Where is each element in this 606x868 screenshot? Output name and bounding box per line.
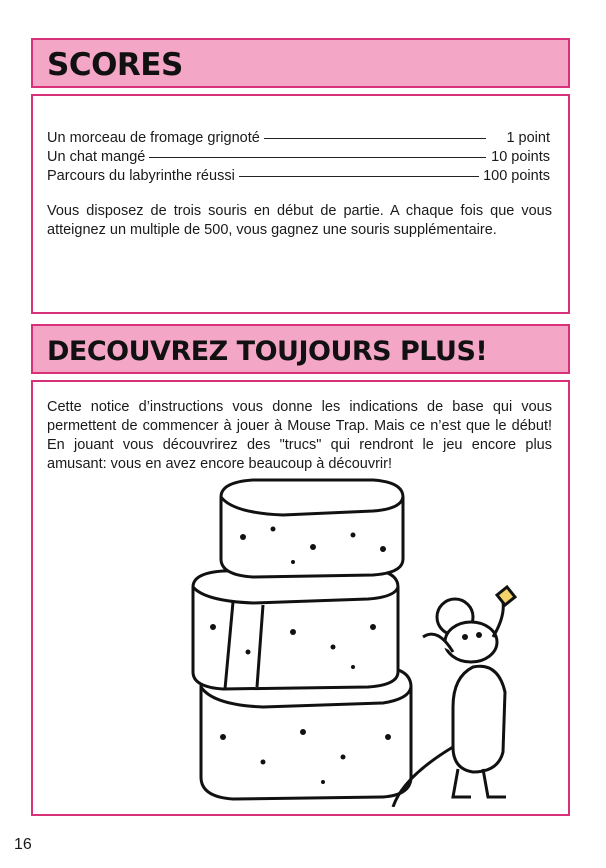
cheese-stack-and-mouse-icon [153, 477, 533, 807]
score-row [47, 168, 550, 187]
leader-line [149, 157, 486, 158]
scores-title: SCORES [47, 47, 183, 83]
score-table [47, 130, 550, 187]
score-value: 1 point [506, 130, 550, 146]
score-row [47, 130, 550, 149]
leader-line [264, 138, 486, 139]
scores-banner [31, 38, 570, 88]
score-value: 100 points [483, 168, 550, 184]
score-label: Un morceau de fromage grignoté [47, 130, 260, 146]
score-row [47, 149, 550, 168]
discover-panel [31, 380, 570, 816]
score-label: Un chat mangé [47, 149, 146, 165]
score-label: Parcours du labyrinthe réussi [47, 168, 235, 184]
discover-banner [31, 324, 570, 374]
discover-title: DECOUVREZ TOUJOURS PLUS! [47, 336, 488, 367]
scores-panel [31, 94, 570, 314]
leader-line [239, 176, 479, 177]
page-number: 16 [14, 836, 32, 853]
discover-paragraph: Cette notice d’instructions vous donne les indications de base qui vous permettent de commencer à jouer à Mouse Trap. Mais ce n’est que le début! En jouant vous découvrirez des "trucs" qui rendront le jeu encore plus amusant: vous en avez encore beaucoup à découvrir! [47, 399, 552, 472]
scores-paragraph: Vous disposez de trois souris en début de partie. A chaque fois que vous atteignez un multiple de 500, vous gagnez une souris supplémentaire. [47, 203, 552, 238]
score-value: 10 points [491, 149, 550, 165]
